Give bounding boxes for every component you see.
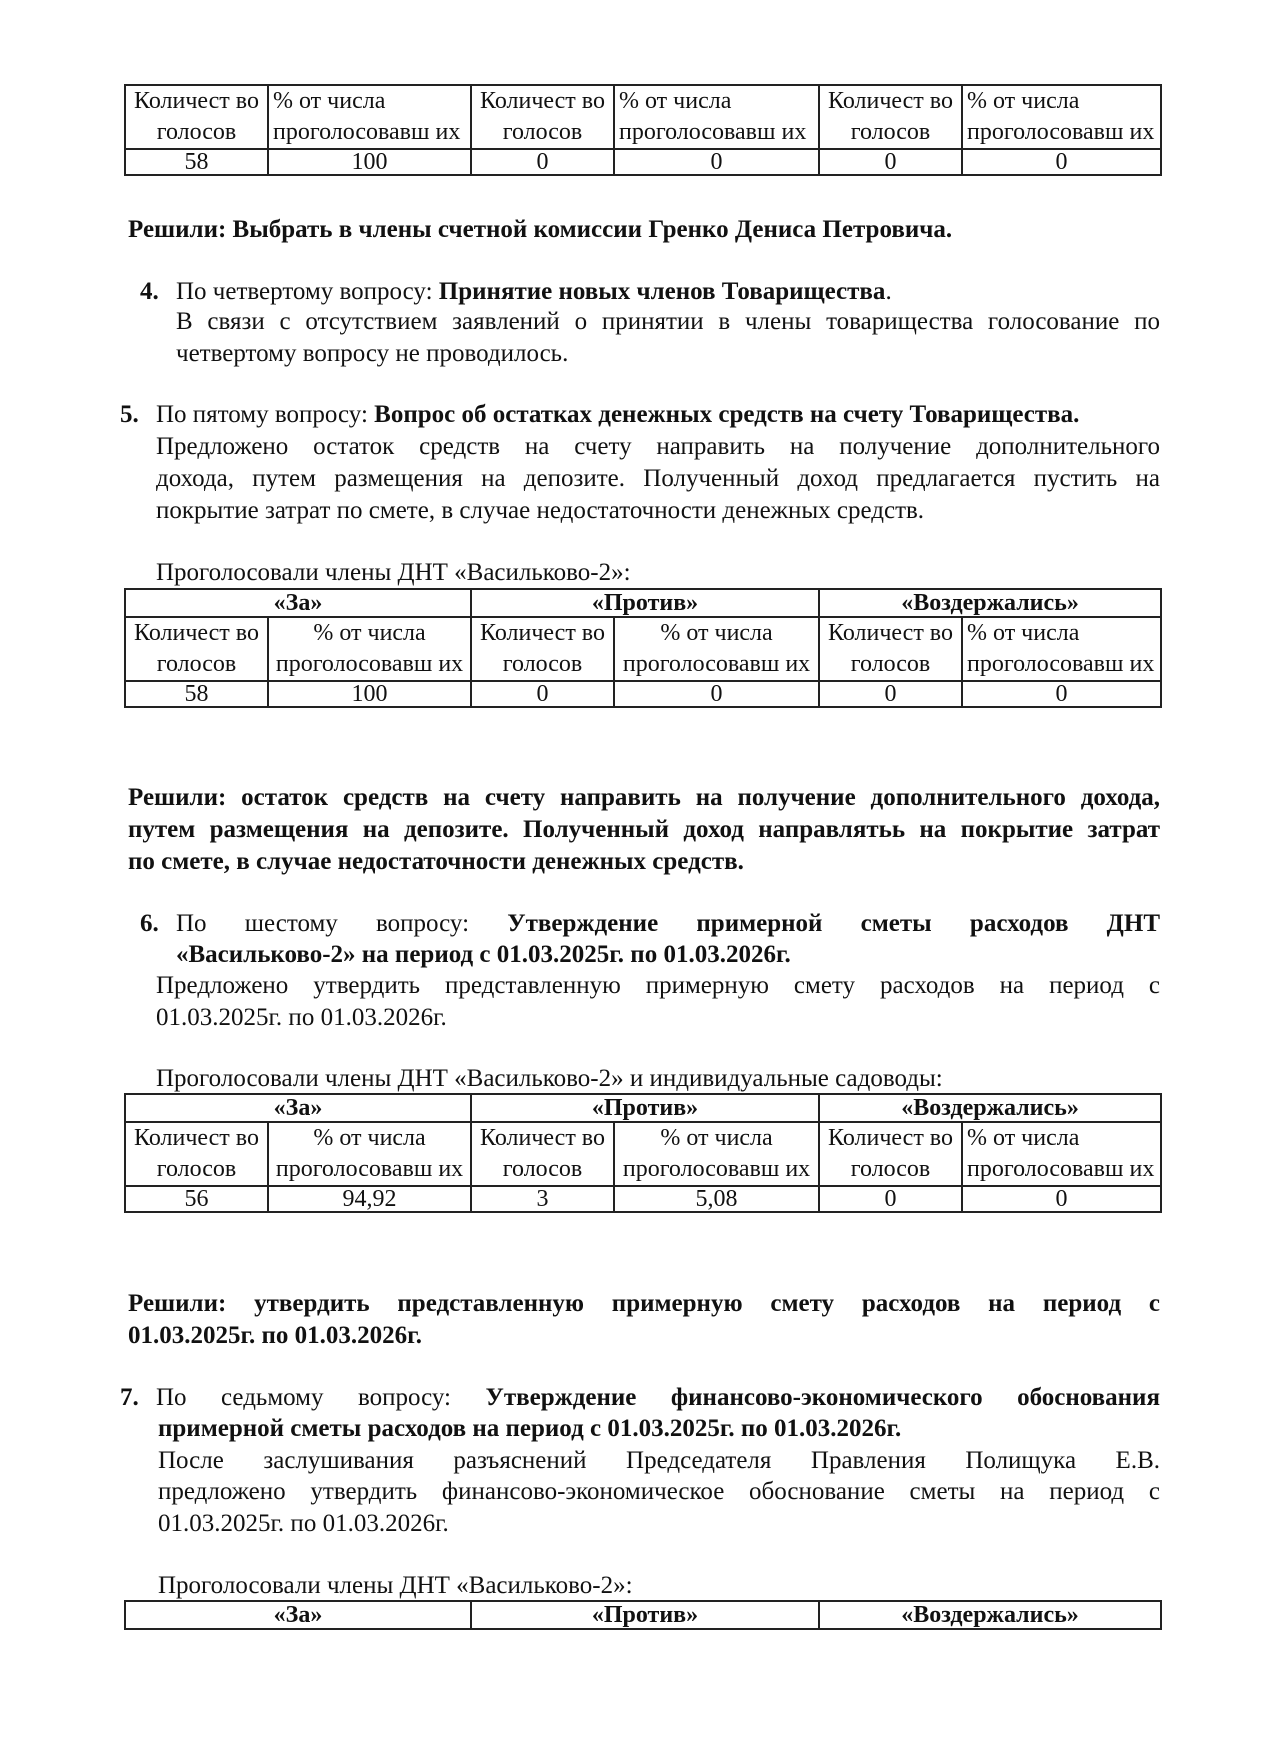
decision-q5-line: путем размещения на депозите. Полученный доход направлятьь на покрытие затрат xyxy=(128,816,1160,843)
col-header-count: Количест во голосов xyxy=(819,1122,962,1186)
col-header-count: Количест во голосов xyxy=(819,85,962,149)
col-header-percent: % от числа проголосовавш их xyxy=(962,1122,1161,1186)
question-number: 4. xyxy=(140,278,159,305)
col-header-count: Количест во голосов xyxy=(125,1122,268,1186)
question-7-body-line: предложено утвердить финансово-экономическое обоснование сметы на период с xyxy=(158,1478,1160,1505)
question-5-body-line: Предложено остаток средств на счету направить на получение дополнительного xyxy=(156,433,1160,460)
table-header-row xyxy=(125,85,1161,149)
vote-abstain-percent: 0 xyxy=(962,1186,1161,1212)
vote-abstain-count: 0 xyxy=(819,1186,962,1212)
table-group-row xyxy=(125,1601,1161,1629)
vote-for-count: 56 xyxy=(125,1186,268,1212)
question-5-body-line: дохода, путем размещения на депозите. Полученный доход предлагается пустить на xyxy=(156,465,1160,492)
col-header-percent: % от числа проголосовавш их xyxy=(962,617,1161,681)
vote-for-count: 58 xyxy=(125,681,268,707)
vote-table-q5 xyxy=(124,588,1162,708)
vote-for-count: 58 xyxy=(125,149,268,175)
question-7-title-line: примерной сметы расходов на период с 01.03.2025г. по 01.03.2026г. xyxy=(158,1415,902,1442)
question-title: Утверждение финансово-экономического обоснования xyxy=(485,1384,1160,1411)
vote-abstain-percent: 0 xyxy=(962,149,1161,175)
col-header-count: Количест во голосов xyxy=(819,617,962,681)
table-row xyxy=(125,681,1161,707)
table-group-row xyxy=(125,589,1161,617)
group-abstain: «Воздержались» xyxy=(819,1601,1161,1629)
decision-q6-line: 01.03.2025г. по 01.03.2026г. xyxy=(128,1322,422,1349)
question-6-body-line: Предложено утвердить представленную примерную смету расходов на период с xyxy=(156,972,1160,999)
col-header-count: Количест во голосов xyxy=(125,617,268,681)
vote-against-percent: 0 xyxy=(614,149,819,175)
table-header-row xyxy=(125,617,1161,681)
decision-q5-line: Решили: остаток средств на счету направить на получение дополнительного дохода, xyxy=(128,784,1160,811)
voted-caption: Проголосовали члены ДНТ «Васильково-2» и индивидуальные садоводы: xyxy=(156,1065,943,1092)
question-7-body-line: 01.03.2025г. по 01.03.2026г. xyxy=(158,1510,449,1537)
col-header-percent: % от числа проголосовавш их xyxy=(614,85,819,149)
col-header-percent: % от числа проголосовавш их xyxy=(614,1122,819,1186)
decision-q5-line: по смете, в случае недостаточности денежных средств. xyxy=(128,848,744,875)
col-header-count: Количест во голосов xyxy=(471,617,614,681)
question-4-body-line: В связи с отсутствием заявлений о принятии в члены товарищества голосование по xyxy=(176,308,1160,335)
question-4-heading xyxy=(140,276,892,308)
question-title: Принятие новых членов Товарищества xyxy=(438,278,886,305)
group-against: «Против» xyxy=(471,1094,819,1122)
question-number: 5. xyxy=(120,401,139,428)
col-header-percent: % от числа проголосовавш их xyxy=(268,617,471,681)
group-for: «За» xyxy=(125,589,471,617)
question-prefix: По четвертому вопросу: xyxy=(176,278,439,305)
question-prefix: По шестому вопросу: xyxy=(176,910,508,937)
voted-caption: Проголосовали члены ДНТ «Васильково-2»: xyxy=(158,1572,633,1599)
col-header-count: Количест во голосов xyxy=(471,1122,614,1186)
vote-table-q6 xyxy=(124,1093,1162,1213)
vote-for-percent: 100 xyxy=(268,681,471,707)
group-for: «За» xyxy=(125,1601,471,1629)
group-abstain: «Воздержались» xyxy=(819,589,1161,617)
vote-abstain-percent: 0 xyxy=(962,681,1161,707)
vote-against-percent: 5,08 xyxy=(614,1186,819,1212)
vote-table-q3 xyxy=(124,84,1162,176)
question-title: Вопрос об остатках денежных средств на счету Товарищества. xyxy=(374,401,1080,428)
col-header-percent: % от числа проголосовавш их xyxy=(614,617,819,681)
voted-caption: Проголосовали члены ДНТ «Васильково-2»: xyxy=(156,559,631,586)
col-header-percent: % от числа проголосовавш их xyxy=(268,1122,471,1186)
col-header-count: Количест во голосов xyxy=(471,85,614,149)
table-group-row xyxy=(125,1094,1161,1122)
question-5-body-line: покрытие затрат по смете, в случае недостаточности денежных средств. xyxy=(156,497,925,524)
question-title: Утверждение примерной сметы расходов ДНТ xyxy=(507,910,1160,937)
question-prefix: По пятому вопросу: xyxy=(156,401,375,428)
vote-table-q7 xyxy=(124,1600,1162,1630)
question-number: 6. xyxy=(140,910,159,937)
period: . xyxy=(885,278,892,305)
group-against: «Против» xyxy=(471,589,819,617)
col-header-percent: % от числа проголосовавш их xyxy=(268,85,471,149)
vote-against-count: 3 xyxy=(471,1186,614,1212)
question-7-heading xyxy=(120,1382,1160,1414)
table-row xyxy=(125,149,1161,175)
question-7-body-line: После заслушивания разъяснений Председателя Правления Полищука Е.В. xyxy=(158,1447,1160,1474)
decision-q6-line: Решили: утвердить представленную примерную смету расходов на период с xyxy=(128,1290,1160,1317)
group-abstain: «Воздержались» xyxy=(819,1094,1161,1122)
question-5-heading xyxy=(120,399,1079,431)
vote-against-percent: 0 xyxy=(614,681,819,707)
table-row xyxy=(125,1186,1161,1212)
question-6-heading xyxy=(140,908,1160,940)
question-6-title-line: «Васильково-2» на период с 01.03.2025г. по 01.03.2026г. xyxy=(176,941,791,968)
question-4-body-line: четвертому вопросу не проводилось. xyxy=(176,340,569,367)
vote-for-percent: 94,92 xyxy=(268,1186,471,1212)
question-6-body-line: 01.03.2025г. по 01.03.2026г. xyxy=(156,1004,447,1031)
group-against: «Против» xyxy=(471,1601,819,1629)
group-for: «За» xyxy=(125,1094,471,1122)
decision-q3: Решили: Выбрать в члены счетной комиссии Гренко Дениса Петровича. xyxy=(128,216,953,243)
vote-abstain-count: 0 xyxy=(819,149,962,175)
table-header-row xyxy=(125,1122,1161,1186)
col-header-count: Количест во голосов xyxy=(125,85,268,149)
question-prefix: По седьмому вопросу: xyxy=(156,1384,486,1411)
question-number: 7. xyxy=(120,1384,139,1411)
vote-against-count: 0 xyxy=(471,681,614,707)
col-header-percent: % от числа проголосовавш их xyxy=(962,85,1161,149)
vote-for-percent: 100 xyxy=(268,149,471,175)
vote-against-count: 0 xyxy=(471,149,614,175)
vote-abstain-count: 0 xyxy=(819,681,962,707)
